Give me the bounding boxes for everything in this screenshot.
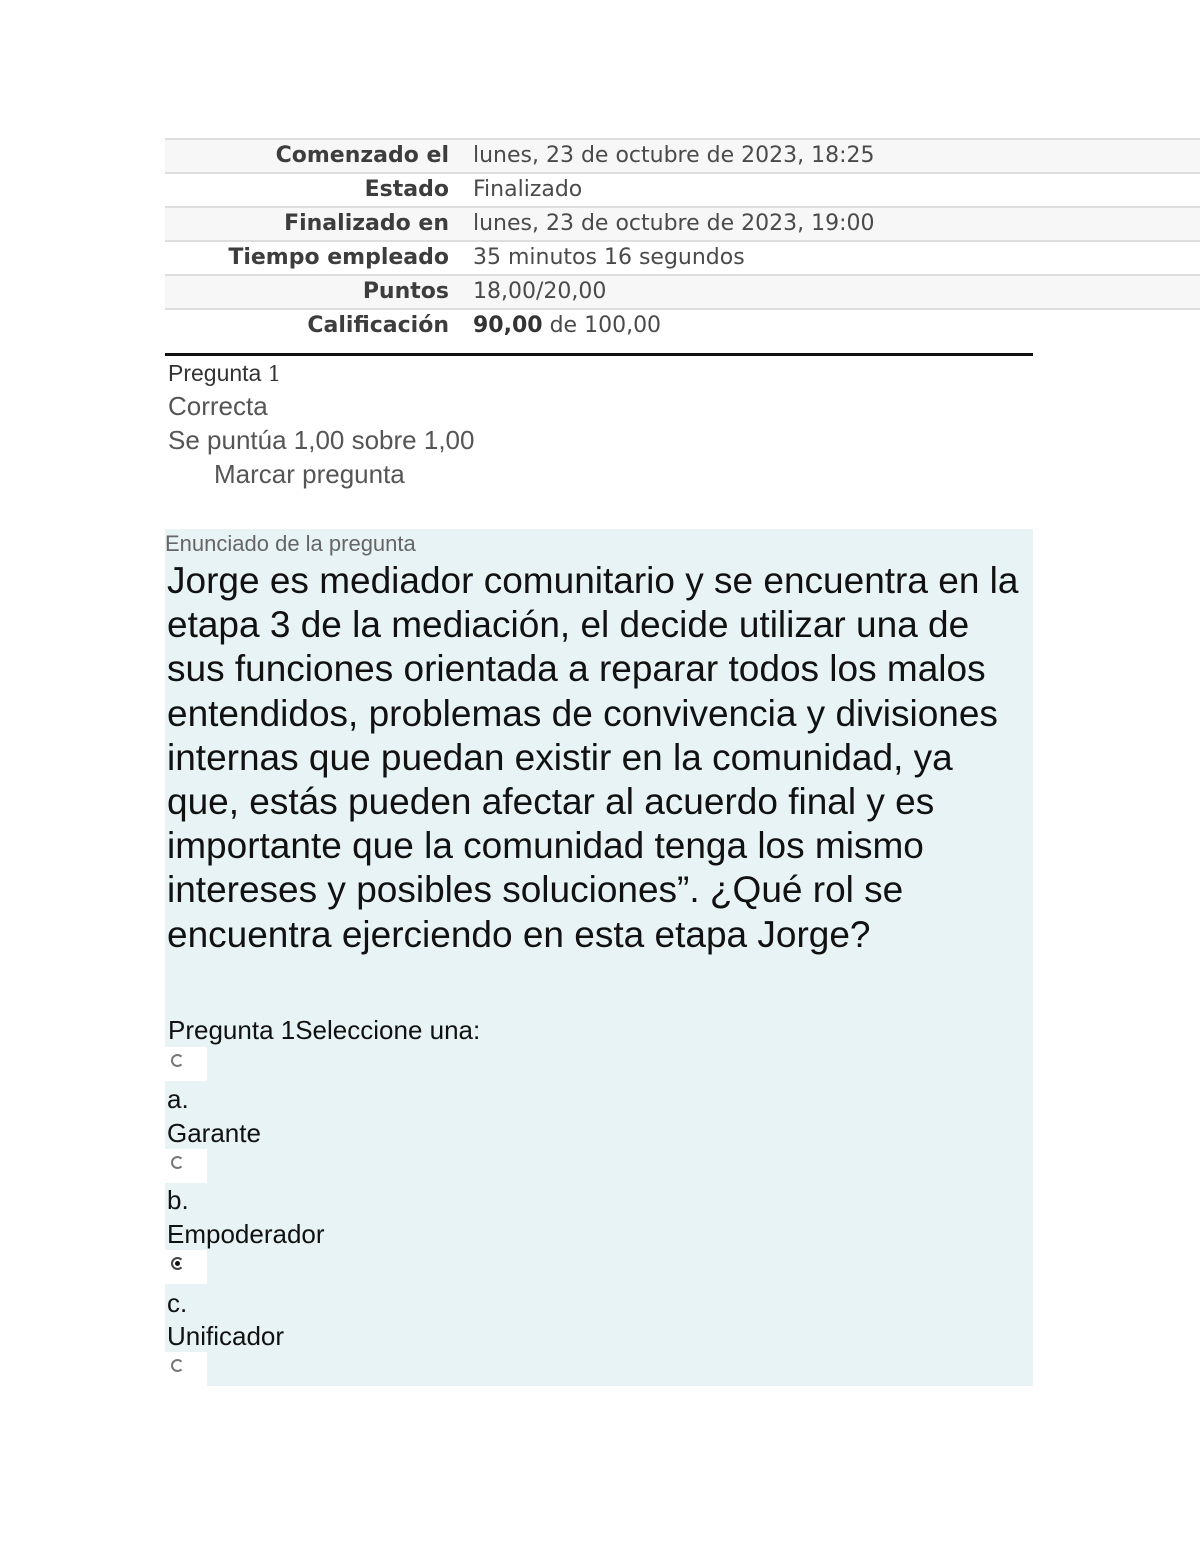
option-a-text[interactable]: Garante bbox=[167, 1118, 261, 1148]
summary-label: Estado bbox=[165, 173, 459, 207]
summary-row-time bbox=[165, 241, 1200, 275]
attempt-summary-table bbox=[165, 138, 1200, 342]
summary-value: lunes, 23 de octubre de 2023, 18:25 bbox=[459, 139, 1200, 173]
radio-icon bbox=[171, 1156, 184, 1169]
summary-label: Tiempo empleado bbox=[165, 241, 459, 275]
question-label: Pregunta bbox=[168, 360, 268, 386]
question-stem-label: Enunciado de la pregunta bbox=[165, 531, 416, 556]
question-state: Correcta bbox=[168, 391, 268, 421]
question-number-value: 1 bbox=[267, 362, 282, 386]
option-c-letter: c. bbox=[167, 1288, 188, 1318]
radio-icon bbox=[171, 1359, 184, 1372]
summary-value: Finalizado bbox=[459, 173, 1200, 207]
radio-selected-icon bbox=[171, 1257, 184, 1270]
question-grade: Se puntúa 1,00 sobre 1,00 bbox=[168, 425, 475, 455]
option-b-letter: b. bbox=[167, 1185, 189, 1215]
summary-row-grade bbox=[165, 309, 1200, 342]
summary-row-started bbox=[165, 139, 1200, 173]
summary-label: Finalizado en bbox=[165, 207, 459, 241]
summary-divider bbox=[165, 353, 1033, 356]
summary-value: lunes, 23 de octubre de 2023, 19:00 bbox=[459, 207, 1200, 241]
option-a-letter: a. bbox=[167, 1084, 189, 1114]
option-c-radio[interactable] bbox=[165, 1250, 207, 1284]
grade-max: de 100,00 bbox=[542, 313, 662, 338]
summary-row-state bbox=[165, 173, 1200, 207]
radio-icon bbox=[171, 1054, 184, 1067]
question-number bbox=[168, 358, 474, 389]
summary-value: 35 minutos 16 segundos bbox=[459, 241, 1200, 275]
summary-label: Puntos bbox=[165, 275, 459, 309]
question-text: Jorge es mediador comunitario y se encuentra en la etapa 3 de la mediación, el decide utilizar una de sus funciones orientada a reparar todos los malos entendidos, problemas de convivencia y divisiones internas que puedan existir en la comunidad, ya que, estás pueden afectar al acuerdo final y es importante que la comunidad tenga los mismo intereses y posibles soluciones”. ¿Qué rol se encuentra ejerciendo en esta etapa Jorge? bbox=[167, 560, 1019, 955]
option-b-text[interactable]: Empoderador bbox=[167, 1219, 325, 1249]
answer-prompt: Pregunta 1Seleccione una: bbox=[168, 1015, 481, 1045]
question-content-panel bbox=[165, 529, 1033, 1386]
option-d-radio[interactable] bbox=[165, 1352, 207, 1386]
option-b-radio[interactable] bbox=[165, 1149, 207, 1183]
summary-label: Calificación bbox=[165, 309, 459, 342]
summary-label: Comenzado el bbox=[165, 139, 459, 173]
summary-value bbox=[459, 309, 1200, 342]
summary-value: 18,00/20,00 bbox=[459, 275, 1200, 309]
summary-row-finished bbox=[165, 207, 1200, 241]
option-c-text[interactable]: Unificador bbox=[167, 1321, 285, 1351]
grade-score: 90,00 bbox=[473, 313, 543, 338]
summary-row-points bbox=[165, 275, 1200, 309]
flag-question-link[interactable]: Marcar pregunta bbox=[214, 459, 405, 489]
question-info bbox=[168, 358, 474, 491]
option-a-radio[interactable] bbox=[165, 1047, 207, 1081]
